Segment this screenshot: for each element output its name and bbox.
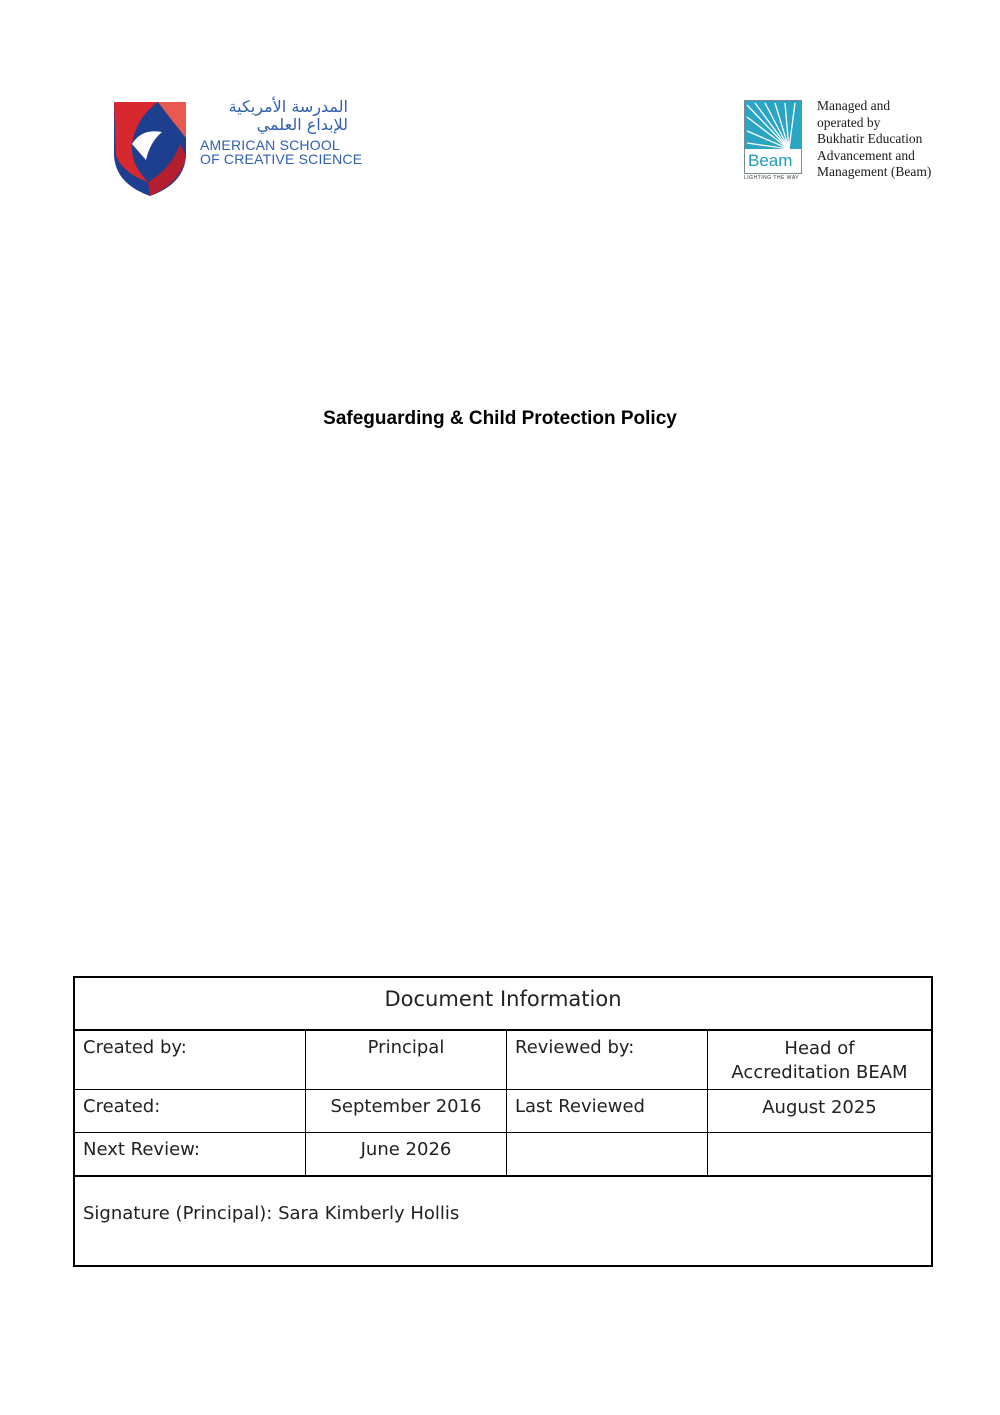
document-title: Safeguarding & Child Protection Policy <box>323 408 677 429</box>
created-label: Created: <box>74 1090 306 1133</box>
beam-line: Management (Beam) <box>817 164 932 179</box>
school-arabic-line1: المدرسة الأمريكية <box>228 97 348 116</box>
beam-line: Bukhatir Education <box>817 131 923 146</box>
next-review-value: June 2026 <box>306 1133 507 1177</box>
created-by-value: Principal <box>306 1030 507 1090</box>
beam-mark <box>744 100 804 182</box>
school-english-line2: OF CREATIVE SCIENCE <box>200 151 363 167</box>
created-value: September 2016 <box>306 1090 507 1133</box>
table-heading: Document Information <box>74 977 932 1030</box>
school-english-line1: AMERICAN SCHOOL <box>200 137 340 153</box>
empty-cell <box>507 1133 708 1177</box>
table-row <box>74 1030 932 1090</box>
reviewed-by-value-line1: Head of <box>784 1038 855 1059</box>
school-logo <box>112 98 362 200</box>
reviewed-by-value-line2: Accreditation BEAM <box>731 1062 908 1083</box>
school-name <box>200 98 370 166</box>
beam-line: Advancement and <box>817 147 915 163</box>
beam-line: operated by <box>817 114 881 130</box>
school-shield-icon <box>112 98 188 198</box>
signature-text: Signature (Principal): Sara Kimberly Hollis <box>74 1176 932 1266</box>
beam-wordmark: Beam <box>748 151 793 170</box>
next-review-label: Next Review: <box>74 1133 306 1177</box>
empty-cell <box>708 1133 933 1177</box>
school-arabic-line2: للإبداع العلمي <box>256 115 348 134</box>
beam-logo <box>744 98 954 188</box>
reviewed-by-value <box>708 1030 933 1090</box>
reviewed-by-label: Reviewed by: <box>507 1030 708 1090</box>
table-row <box>74 1133 932 1177</box>
created-by-label: Created by: <box>74 1030 306 1090</box>
table-row <box>74 1090 932 1133</box>
beam-managed-text <box>817 98 931 181</box>
last-reviewed-label: Last Reviewed <box>507 1090 708 1133</box>
beam-line: Managed and <box>817 98 891 113</box>
signature-row <box>74 1176 932 1266</box>
document-information-table <box>73 976 933 1267</box>
last-reviewed-value: August 2025 <box>708 1090 933 1133</box>
beam-tagline: LIGHTING THE WAY <box>744 175 800 181</box>
